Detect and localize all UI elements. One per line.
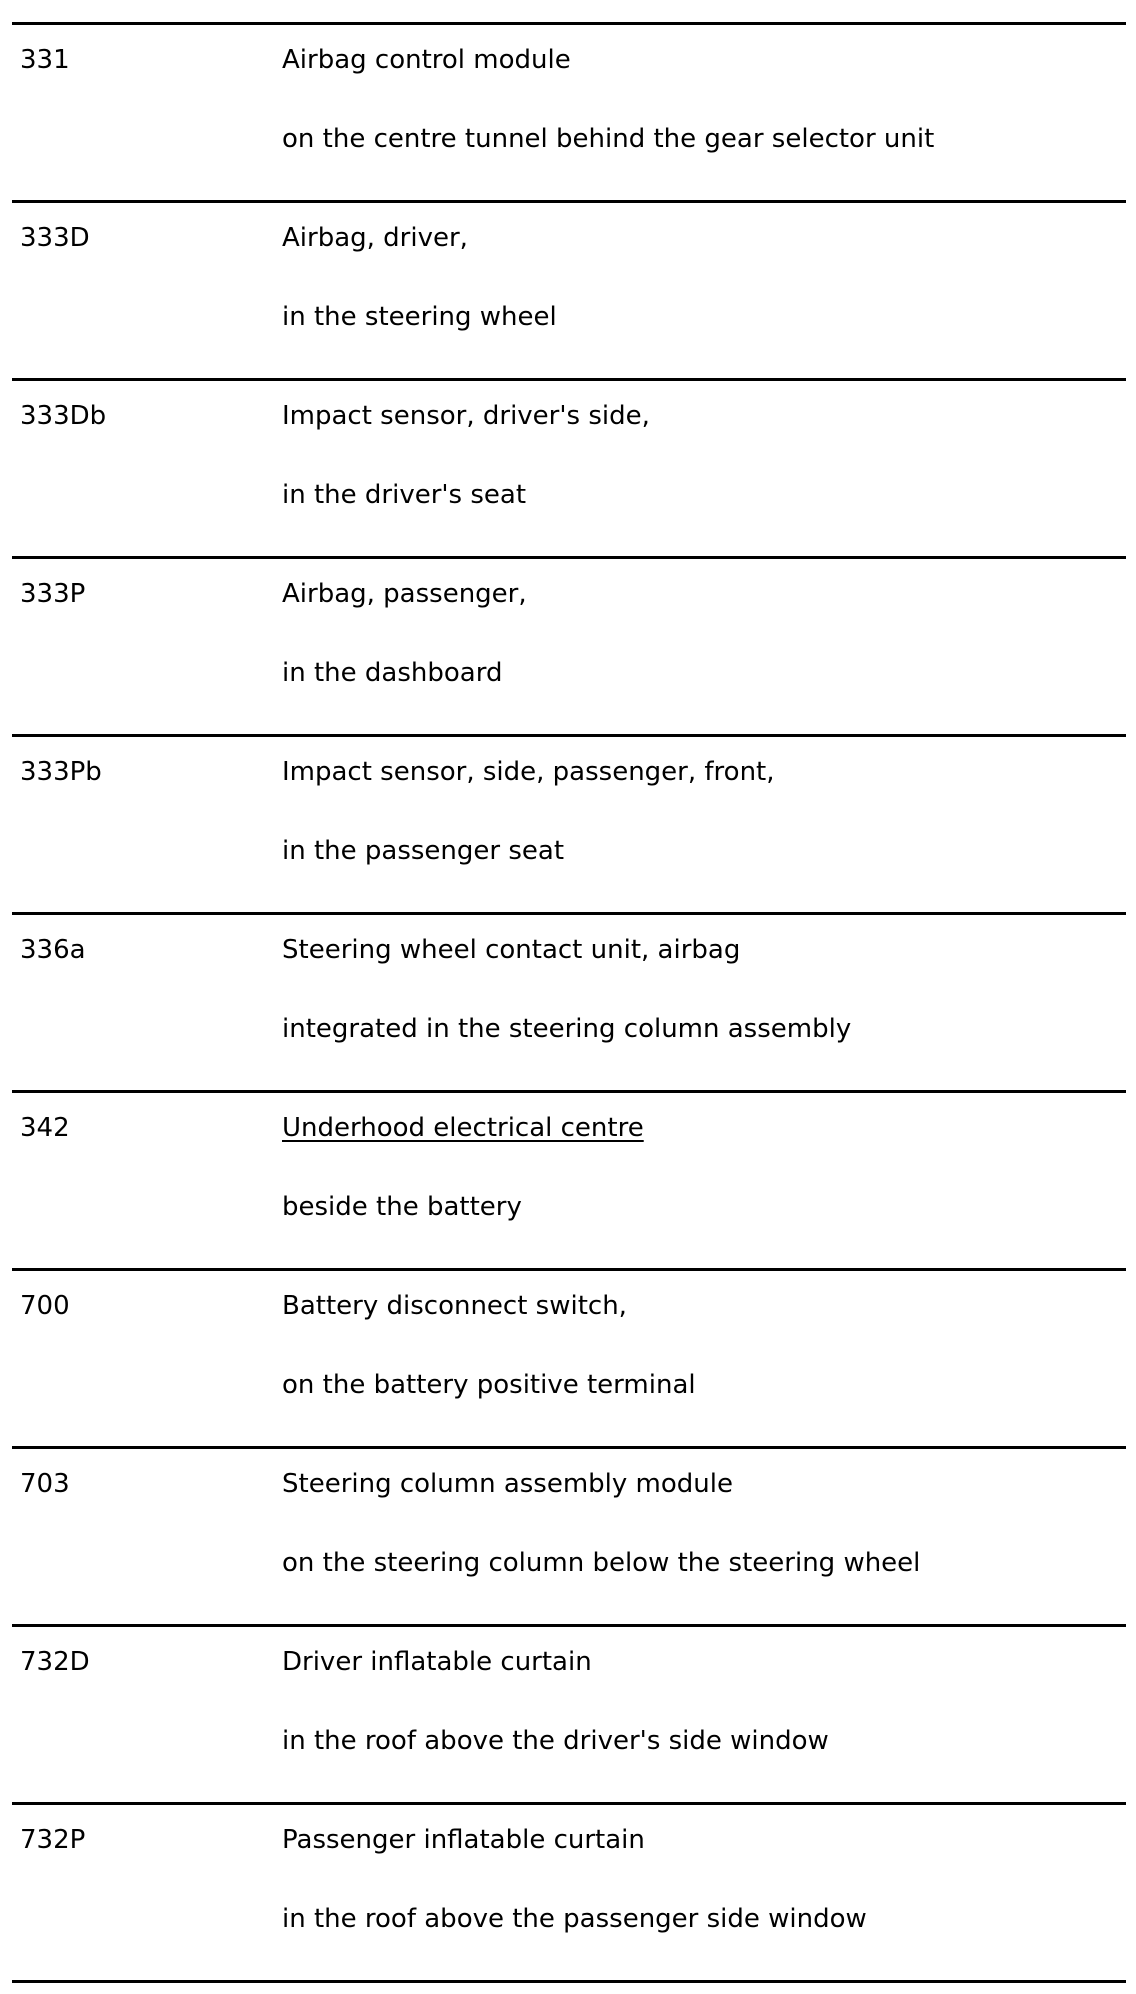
table-row [12,1271,1126,1449]
component-name: Steering column assembly module [282,1469,733,1499]
component-name: Airbag, passenger, [282,579,527,609]
component-name: Airbag control module [282,45,571,75]
component-location: on the centre tunnel behind the gear selector unit [282,124,935,154]
table-row [12,1805,1126,1983]
component-code: 333Pb [20,757,102,787]
table-row [12,381,1126,559]
component-code: 732D [20,1647,90,1677]
table-row [12,1627,1126,1805]
component-location: on the steering column below the steering wheel [282,1548,921,1578]
component-name: Airbag, driver, [282,223,468,253]
component-code: 342 [20,1113,70,1143]
component-name: Driver inflatable curtain [282,1647,592,1677]
component-code: 333P [20,579,86,609]
component-code: 336a [20,935,86,965]
component-code: 732P [20,1825,86,1855]
table-row [12,559,1126,737]
table-row [12,1093,1126,1271]
component-name: Battery disconnect switch, [282,1291,627,1321]
component-location-table [12,22,1126,1983]
component-name: Steering wheel contact unit, airbag [282,935,741,965]
component-location: in the passenger seat [282,836,565,866]
component-name: Impact sensor, side, passenger, front, [282,757,775,787]
component-code: 333D [20,223,90,253]
component-location: integrated in the steering column assembly [282,1014,852,1044]
component-location: in the roof above the passenger side window [282,1904,867,1934]
component-location: in the steering wheel [282,302,557,332]
component-name: Passenger inflatable curtain [282,1825,645,1855]
table-row [12,737,1126,915]
component-location: in the roof above the driver's side window [282,1726,829,1756]
table-row [12,25,1126,203]
component-name: Impact sensor, driver's side, [282,401,650,431]
component-location: beside the battery [282,1192,522,1222]
component-location: in the driver's seat [282,480,527,510]
component-code: 703 [20,1469,70,1499]
component-code: 333Db [20,401,107,431]
component-location: on the battery positive terminal [282,1370,696,1400]
component-code: 700 [20,1291,70,1321]
underhood-electrical-centre-link[interactable]: Underhood electrical centre [282,1113,644,1143]
table-row [12,1449,1126,1627]
table-row [12,203,1126,381]
component-code: 331 [20,45,70,75]
table-row [12,915,1126,1093]
component-location: in the dashboard [282,658,503,688]
